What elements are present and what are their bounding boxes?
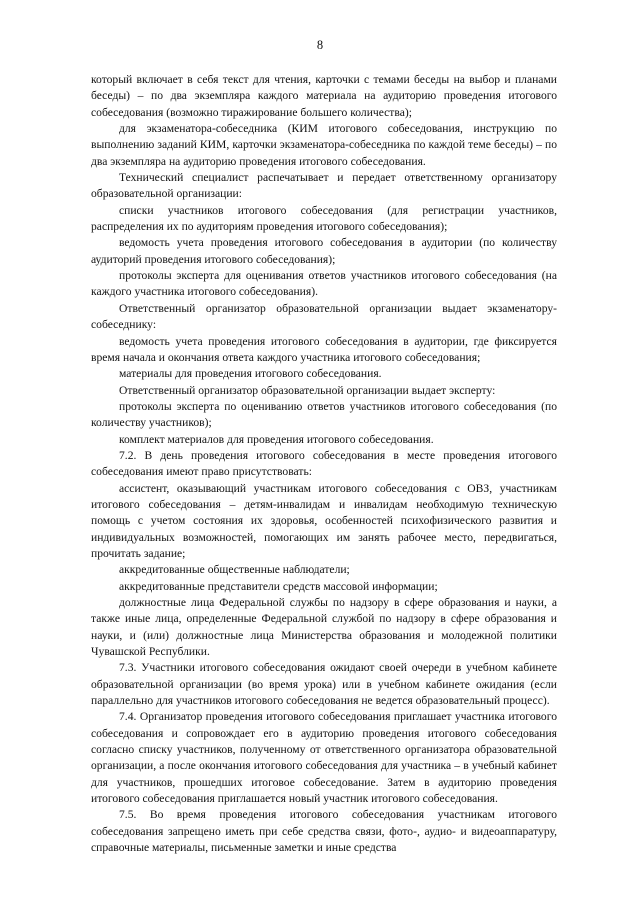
paragraph: ассистент, оказывающий участникам итогового собеседования с ОВЗ, участникам итогового собеседования – детям-инвалидам и инвалидам необходимую техническую помощь с учетом состояния их здоровья, особенностей психофизического развития и индивидуальных возможностей, помогающих им занять рабочее место, передвигаться, прочитать задание; (91, 481, 557, 560)
paragraph: ведомость учета проведения итогового собеседования в аудитории, где фиксируется время начала и окончания ответа каждого участника итогового собеседования; (91, 334, 557, 364)
paragraph: должностные лица Федеральной службы по надзору в сфере образования и науки, а также иные лица, определенные Федеральной службой по надзору в сфере образования и науки, и (или) должностные лица Министерства образования и молодежной политики Чувашской Республики. (91, 596, 557, 659)
paragraph: 7.5. Во время проведения итогового собеседования участникам итогового собеседования запрещено иметь при себе средства связи, фото-, аудио- и видеоаппаратуру, справочные материалы, письменные заметки и иные средства (91, 808, 557, 855)
paragraph: комплект материалов для проведения итогового собеседования. (119, 432, 434, 446)
paragraph: 7.4. Организатор проведения итогового собеседования приглашает участника итогового собеседования и сопровождает его в аудиторию проведения итогового собеседования согласно списку участников, полученному от ответственного организатора образовательной организации, а после окончания итогового собеседования для участника – в учебный кабинет для участников, прошедших итоговое собеседование. Затем в аудиторию проведения итогового собеседования приглашается новый участник итогового собеседования. (91, 710, 557, 806)
paragraph: ведомость учета проведения итогового собеседования в аудитории (по количеству аудиторий проведения итогового собеседования); (91, 236, 557, 266)
paragraph: Ответственный организатор образовательной организации выдает экзаменатору-собеседнику: (91, 301, 557, 332)
paragraph: 7.3. Участники итогового собеседования ожидают своей очереди в учебном кабинете образовательной организации (во время урока) или в учебном кабинете ожидания (если параллельно для участников итогового собеседования не ведется образовательный процесс). (91, 661, 557, 708)
paragraph: аккредитованные общественные наблюдатели; (119, 563, 350, 577)
paragraph: который включает в себя текст для чтения, карточки с темами беседы на выбор и планами беседы) – по два экземпляра каждого материала на аудиторию проведения итогового собеседования (возможно тиражирование большего количества); (91, 73, 557, 119)
paragraph: Ответственный организатор образовательной организации выдает эксперту: (119, 383, 496, 397)
paragraph: для экзаменатора-собеседника (КИМ итогового собеседования, инструкцию по выполнению заданий КИМ, карточки экзаменатора-собеседника по каждой теме беседы) – по два экземпляра на аудиторию проведения итогового собеседования. (91, 122, 557, 168)
page-number: 8 (316, 38, 324, 52)
paragraph: протоколы эксперта для оценивания ответов участников итогового собеседования (на каждого участника итогового собеседования). (91, 269, 557, 299)
paragraph: Технический специалист распечатывает и передает ответственному организатору образовательной организации: (91, 171, 557, 201)
paragraph: аккредитованные представители средств массовой информации; (119, 579, 438, 593)
paragraph: протоколы эксперта по оцениванию ответов участников итогового собеседования (по количеству участников); (91, 399, 557, 430)
paragraph: материалы для проведения итогового собеседования. (119, 367, 382, 381)
document-body (91, 72, 557, 857)
paragraph: 7.2. В день проведения итогового собеседования в месте проведения итогового собеседования имеют право присутствовать: (91, 448, 557, 479)
paragraph: списки участников итогового собеседования (для регистрации участников, распределения их по аудиториям проведения итогового собеседования); (91, 203, 557, 234)
